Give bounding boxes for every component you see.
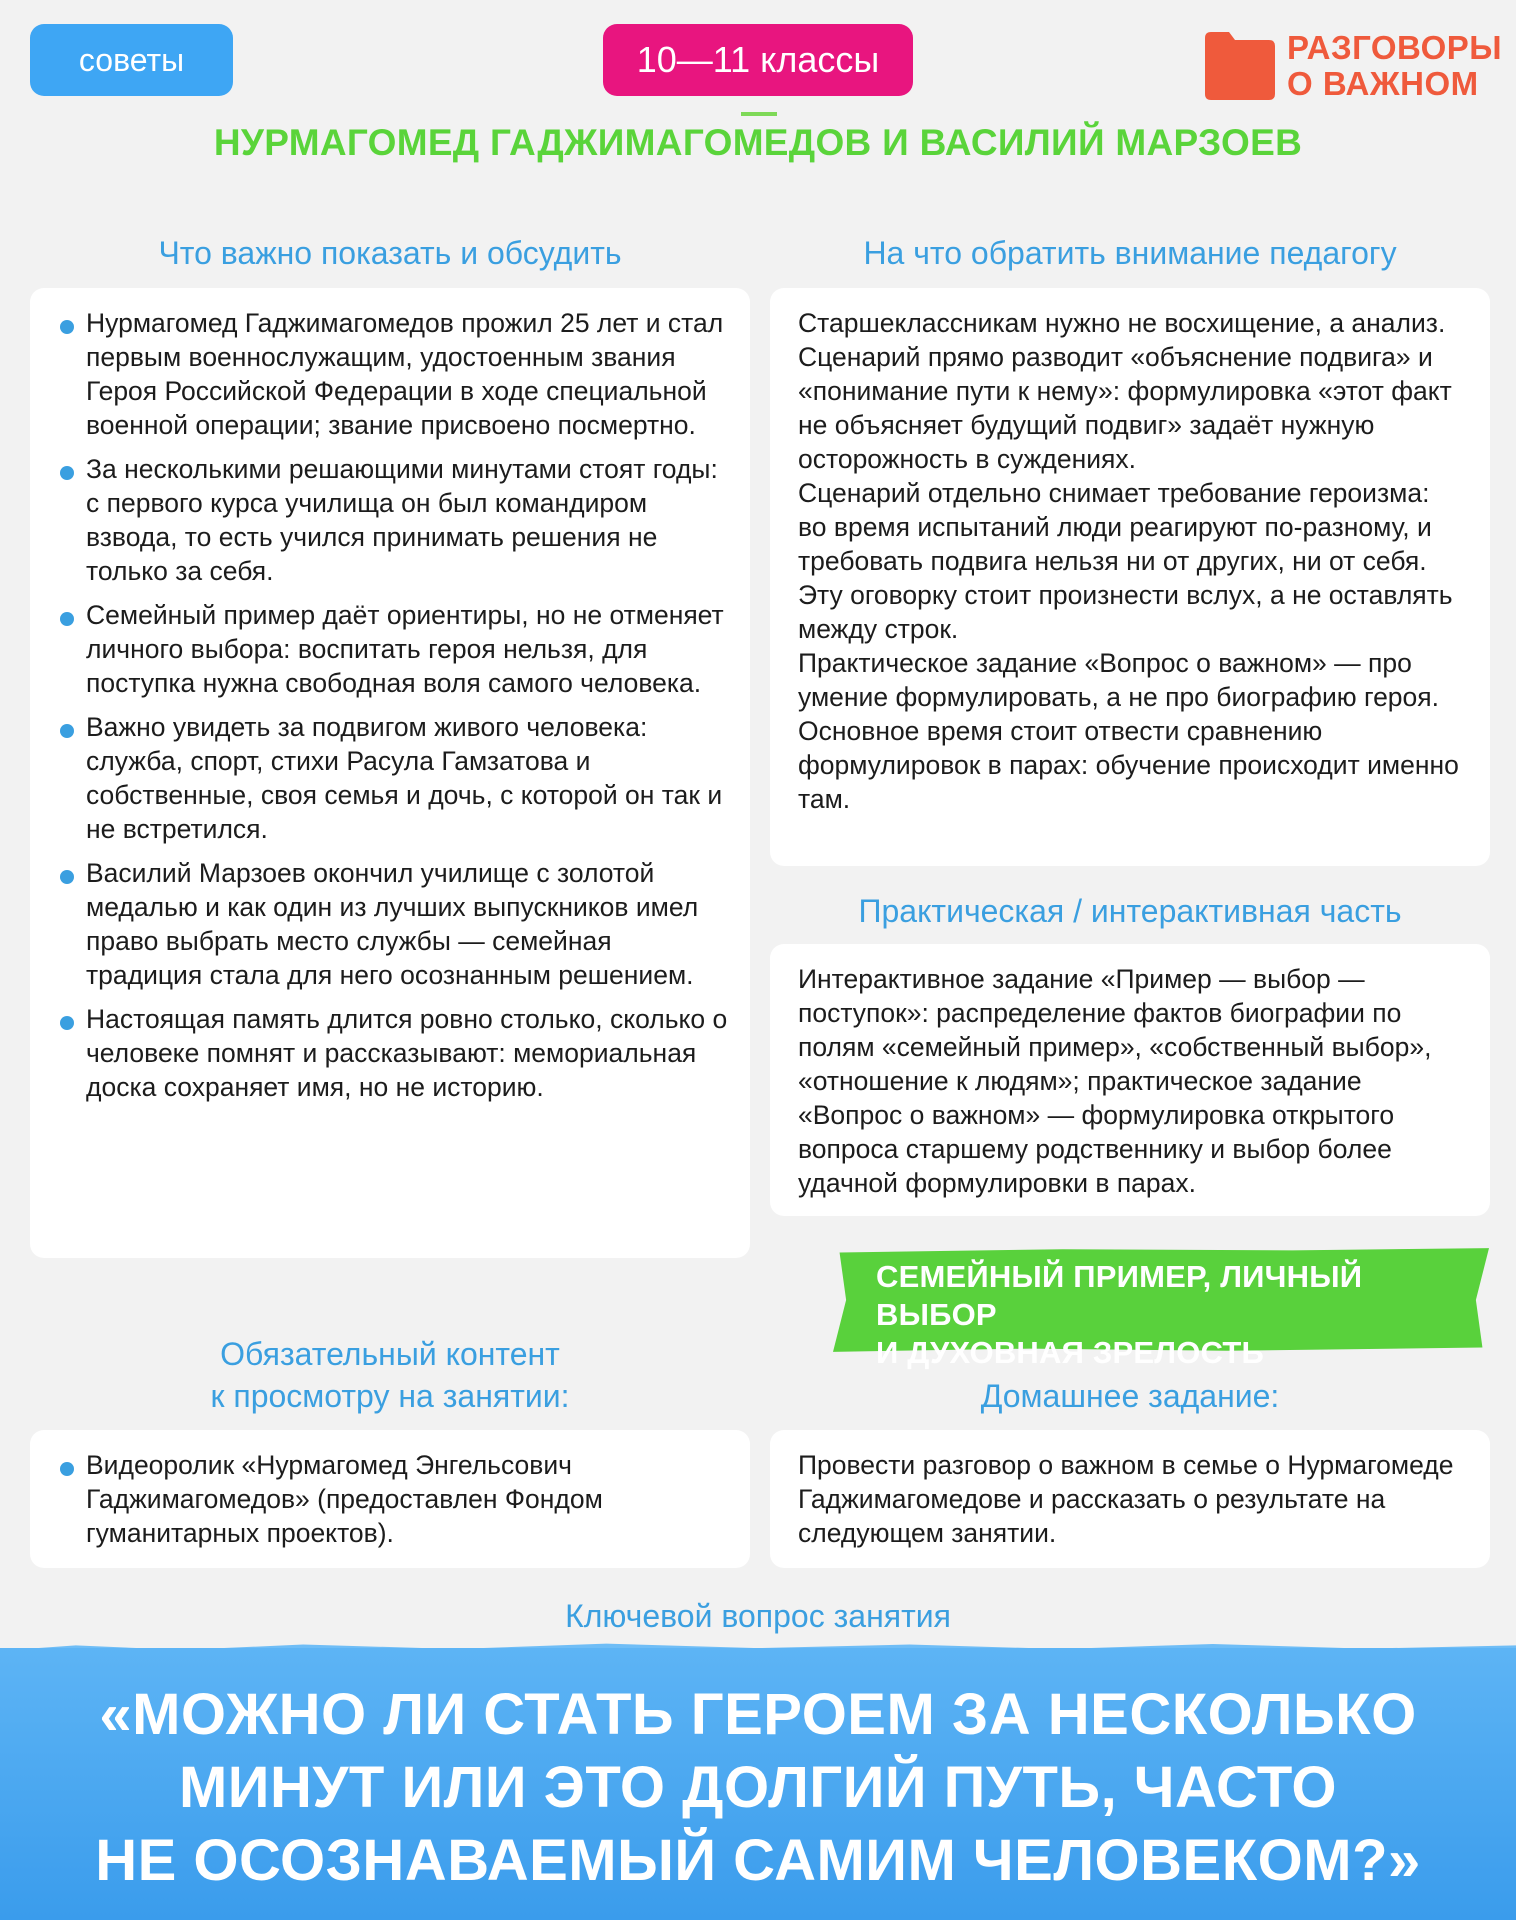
discuss-item: За несколькими решающими минутами стоят годы: с первого курса училища он был командиром взвода, то есть учился принимать решения не только за себя. bbox=[30, 452, 730, 588]
logo-line-2: О ВАЖНОМ bbox=[1287, 65, 1479, 102]
discuss-card bbox=[30, 288, 750, 1258]
content-heading-line-1: Обязательный контент bbox=[220, 1336, 560, 1372]
key-question-text bbox=[0, 1678, 1516, 1897]
practical-text: Интерактивное задание «Пример — выбор — поступок»: распределение фактов биографии по полям «семейный пример», «собственный выбор», «отношение к людям»; практическое задание «Вопрос о важном» — формулировка открытого вопроса старшему родственнику и выбор более удачной формулировки в парах. bbox=[798, 964, 1432, 1198]
discuss-item: Нурмагомед Гаджимагомедов прожил 25 лет и стал первым военнослужащим, удостоенным звания Героя Российской Федерации в ходе специальной военной операции; звание присвоено посмертно. bbox=[30, 306, 730, 442]
teacher-text-1: Старшеклассникам нужно не восхищение, а анализ. Сценарий прямо разводит «объяснение подвига» и «понимание пути к нему»: формулировка «этот факт не объясняет будущий подвиг» задаёт нужную осторожность в суждениях. bbox=[798, 308, 1452, 474]
homework-heading: Домашнее задание: bbox=[980, 1378, 1280, 1414]
discuss-item: Семейный пример даёт ориентиры, но не отменяет личного выбора: воспитать героя нельзя, для поступка нужна свободная воля самого человека. bbox=[30, 598, 730, 700]
content-heading-line-2: к просмотру на занятии: bbox=[210, 1378, 570, 1414]
theme-banner-line-1: СЕМЕЙНЫЙ ПРИМЕР, ЛИЧНЫЙ ВЫБОР bbox=[876, 1259, 1363, 1332]
homework-text: Провести разговор о важном в семье о Нурмагомеде Гаджимагомедове и рассказать о результате на следующем занятии. bbox=[798, 1450, 1454, 1548]
discuss-item: Настоящая память длится ровно столько, сколько о человеке помнят и рассказывают: мемориальная доска сохраняет имя, но не историю. bbox=[30, 1002, 730, 1104]
page-title: НУРМАГОМЕД ГАДЖИМАГОМЕДОВ И ВАСИЛИЙ МАРЗОЕВ bbox=[213, 122, 1303, 163]
teacher-text-2: Сценарий отдельно снимает требование героизма: во время испытаний люди реагируют по-разному, и требовать подвига нельзя ни от других, ни от себя. Эту оговорку стоит произнести вслух, а не оставлять между строк. bbox=[798, 478, 1453, 644]
logo-line-1: РАЗГОВОРЫ bbox=[1287, 29, 1503, 66]
logo-text bbox=[1287, 30, 1502, 102]
homework-card bbox=[770, 1430, 1490, 1568]
grade-badge: 10—11 классы bbox=[603, 24, 913, 96]
folder-icon bbox=[1205, 32, 1275, 100]
theme-banner-line-2: И ДУХОВНАЯ ЗРЕЛОСТЬ bbox=[876, 1335, 1264, 1370]
teacher-card bbox=[770, 288, 1490, 866]
practical-card bbox=[770, 944, 1490, 1216]
key-question-line-1: «МОЖНО ЛИ СТАТЬ ГЕРОЕМ ЗА НЕСКОЛЬКО bbox=[99, 1682, 1417, 1747]
content-list bbox=[30, 1448, 730, 1550]
theme-banner bbox=[876, 1258, 1476, 1372]
title-dash bbox=[741, 112, 777, 116]
discuss-item: Василий Марзоев окончил училище с золотой медалью и как один из лучших выпускников имел право выбрать место службы — семейная традиция стала для него осознанным решением. bbox=[30, 856, 730, 992]
content-heading bbox=[30, 1333, 750, 1417]
logo bbox=[1205, 28, 1503, 104]
practical-heading: Практическая / интерактивная часть bbox=[858, 893, 1402, 929]
key-question-line-2: МИНУТ ИЛИ ЭТО ДОЛГИЙ ПУТЬ, ЧАСТО bbox=[178, 1755, 1338, 1820]
discuss-heading: Что важно показать и обсудить bbox=[158, 235, 622, 271]
content-item: Видеоролик «Нурмагомед Энгельсович Гаджимагомедов» (предоставлен Фондом гуманитарных проектов). bbox=[30, 1448, 730, 1550]
discuss-list bbox=[30, 306, 730, 1104]
key-question-line-3: НЕ ОСОЗНАВАЕМЫЙ САМИМ ЧЕЛОВЕКОМ?» bbox=[95, 1828, 1421, 1893]
teacher-heading: На что обратить внимание педагогу bbox=[863, 235, 1397, 271]
discuss-item: Важно увидеть за подвигом живого человека: служба, спорт, стихи Расула Гамзатова и собственные, своя семья и дочь, с которой он так и не встретился. bbox=[30, 710, 730, 846]
key-question-label: Ключевой вопрос занятия bbox=[565, 1598, 951, 1634]
content-card bbox=[30, 1430, 750, 1568]
teacher-text-3: Практическое задание «Вопрос о важном» — про умение формулировать, а не про биографию героя. Основное время стоит отвести сравнению формулировок в парах: обучение происходит именно там. bbox=[798, 648, 1459, 814]
tips-badge: советы bbox=[30, 24, 233, 96]
